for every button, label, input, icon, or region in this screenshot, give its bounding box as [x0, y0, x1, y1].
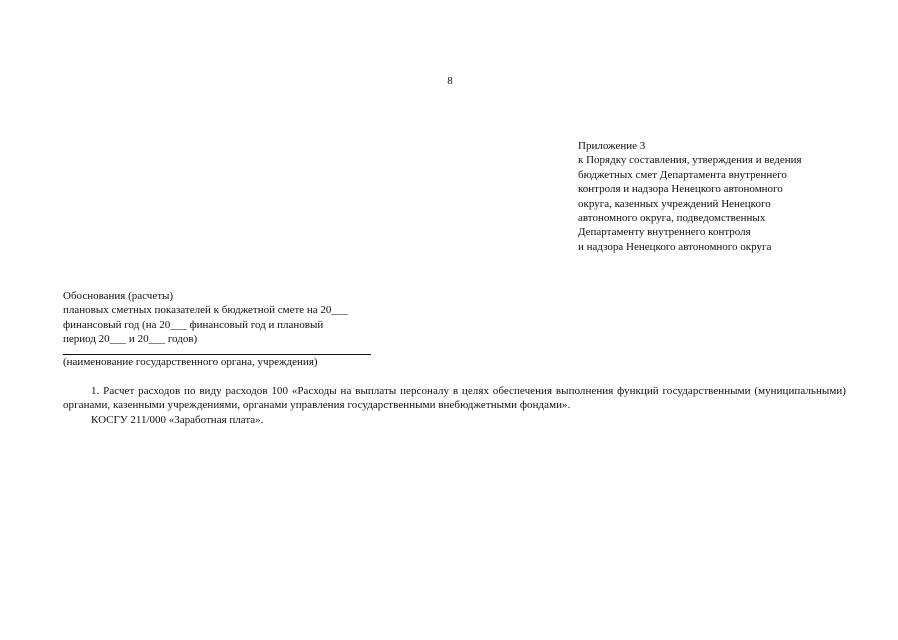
justification-line: период 20___ и 20___ годов) [63, 333, 198, 346]
appendix-header [578, 139, 878, 254]
justification-line: финансовый год (на 20___ финансовый год и плановый [63, 318, 324, 331]
organization-name-caption: (наименование государственного органа, учреждения) [63, 356, 318, 368]
paragraph-kosgu: КОСГУ 211/000 «Заработная плата». [91, 413, 264, 426]
appendix-line: бюджетных смет Департамента внутреннего [578, 168, 787, 181]
appendix-line: Департаменту внутреннего контроля [578, 226, 751, 239]
justification-title [63, 289, 383, 347]
appendix-line: автономного округа, подведомственных [578, 212, 766, 225]
appendix-title: Приложение 3 [578, 140, 646, 152]
justification-line: плановых сметных показателей к бюджетной смете на 20___ [63, 304, 348, 317]
appendix-line: контроля и надзора Ненецкого автономного [578, 183, 783, 196]
appendix-line: округа, казенных учреждений Ненецкого [578, 197, 771, 210]
page-number: 8 [447, 75, 453, 87]
appendix-line: к Порядку составления, утверждения и ведения [578, 154, 802, 167]
paragraph-expense-calculation: 1. Расчет расходов по виду расходов 100 «Расходы на выплаты персоналу в целях обеспечения выполнения функций государственными (муниципальными) органами, казенными учреждениями, органами управления государственными внебюджетными фондами». [63, 385, 846, 412]
appendix-line: и надзора Ненецкого автономного округа [578, 240, 772, 253]
document-body [63, 384, 846, 427]
justification-heading: Обоснования (расчеты) [63, 290, 174, 302]
